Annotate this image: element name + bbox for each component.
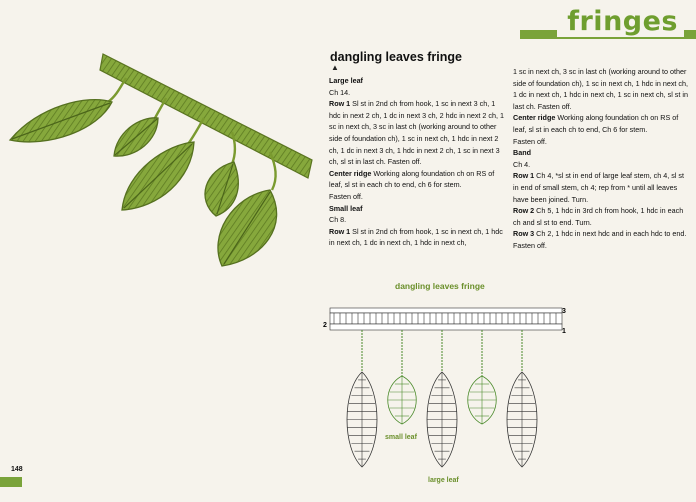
instructions-column-2 (513, 66, 691, 252)
instruction-text: Ch 8. (329, 215, 347, 225)
page-number: 148 (11, 466, 23, 473)
instruction-paragraph (329, 168, 507, 191)
instruction-text: Working along foundation ch on RS of leaf, sl st in each ch to end, ch 6 for stem. (329, 168, 495, 190)
instruction-paragraph (513, 228, 691, 251)
row-number-3: 3 (562, 308, 566, 315)
crochet-band (100, 54, 312, 178)
chart-band (330, 308, 562, 330)
instructions-column-1 (329, 75, 507, 249)
instruction-text: Ch 4, *sl st in end of large leaf stem, ch 4, sl st in end of small stem, ch 4; rep from * until all leaves have been joined. Turn. (513, 171, 684, 204)
instruction-text: Ch 5, 1 hdc in 3rd ch from hook, 1 hdc in each ch and sl st to end. Turn. (513, 206, 684, 227)
large-leaf-symbol (347, 330, 377, 467)
instruction-paragraph (329, 226, 507, 249)
crochet-leaf (205, 162, 238, 216)
instruction-paragraph (329, 98, 507, 168)
instruction-heading: Row 3 (513, 229, 537, 239)
row-number-2: 2 (323, 322, 327, 329)
instruction-heading: Center ridge (513, 113, 558, 123)
instruction-paragraph (513, 136, 691, 148)
row-number-1: 1 (562, 328, 566, 335)
instruction-text: Ch 14. (329, 87, 351, 97)
instruction-paragraph (329, 87, 507, 99)
instruction-paragraph (329, 214, 507, 226)
instruction-heading: Row 1 (329, 226, 353, 236)
instruction-paragraph (513, 147, 691, 159)
instruction-paragraph (513, 159, 691, 171)
instruction-heading: Large leaf (329, 76, 363, 85)
instruction-text: Ch 4. (513, 159, 531, 169)
instruction-text: Fasten off. (329, 191, 363, 201)
instruction-paragraph (513, 205, 691, 228)
small-leaf-symbol (388, 330, 417, 424)
fringe-photo (8, 40, 328, 280)
instruction-heading: Center ridge (329, 168, 374, 178)
crochet-leaf (10, 100, 112, 142)
instruction-paragraph (513, 66, 691, 112)
chapter-title: fringes (557, 6, 684, 37)
instruction-text: Sl st in 2nd ch from hook, 1 sc in next 3 ch, 1 hdc in next 2 ch, 1 dc in next 3 ch, 2 hdc in next 2 ch, 1 sc in next ch, 3 sc in last ch (working around to other side of foundation ch), 1 sc in next ch, 1 hdc in next 2 ch, 1 dc in next 3 ch, 1 hdc in next 2 ch, 1 sc in next 3 ch, sl st in last ch. Fasten off. (329, 99, 505, 167)
crochet-chart (322, 296, 572, 476)
diagram-title: dangling leaves fringe (395, 281, 485, 291)
instruction-text: Sl st in 2nd ch from hook, 1 sc in next ch, 1 hdc in next ch, 1 dc in next ch, 1 hdc in next ch, (329, 226, 503, 248)
instruction-text: Working along foundation ch on RS of leaf, sl st in each ch to end, Ch 6 for stem. (513, 113, 679, 134)
large-leaf-symbol (507, 330, 537, 467)
instruction-text: Fasten off. (513, 136, 547, 146)
pattern-title: dangling leaves fringe (330, 50, 462, 64)
instruction-heading: Row 1 (329, 99, 353, 109)
instruction-text: 1 sc in next ch, 3 sc in last ch (working around to other side of foundation ch), 1 sc in next ch, 1 hdc in next ch, 1 dc in next ch, 1 hdc in next ch, 1 sc in next ch, sl st in last ch. Fasten off. (513, 67, 688, 111)
instruction-paragraph (329, 191, 507, 203)
crochet-leaf (114, 118, 158, 156)
instruction-paragraph (329, 203, 507, 215)
large-leaf-symbol (427, 330, 457, 467)
large-leaf-label: large leaf (428, 477, 459, 484)
instruction-heading: Row 2 (513, 206, 537, 216)
instruction-paragraph (329, 75, 507, 87)
instruction-heading: Band (513, 148, 531, 158)
small-leaf-symbol (468, 330, 497, 424)
instruction-heading: Small leaf (329, 203, 363, 213)
instruction-text: Ch 2, 1 hdc in next hdc and in each hdc to end. Fasten off. (513, 229, 687, 250)
triangle-icon: ▲ (331, 63, 339, 72)
instruction-paragraph (513, 112, 691, 135)
instruction-heading: Row 1 (513, 171, 537, 181)
instruction-paragraph (513, 170, 691, 205)
small-leaf-label: small leaf (385, 434, 417, 441)
page-accent-bar (0, 477, 22, 487)
